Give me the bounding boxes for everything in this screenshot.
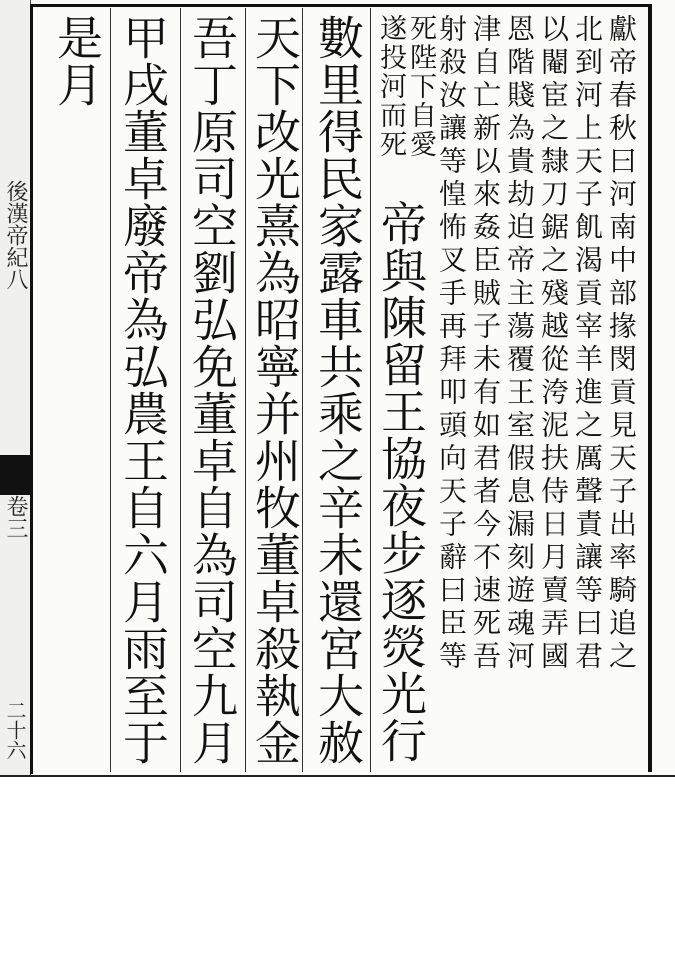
commentary-column-2: 北到河上天子飢渴貢宰羊進之厲聲責讓等曰君: [571, 14, 604, 674]
column-rule: [302, 8, 303, 772]
commentary-column-6: 射殺汝讓等惶怖叉手再拜叩頭向天子辭曰臣等: [435, 14, 468, 674]
commentary-column-7a: 死陛下自愛: [405, 14, 436, 159]
column-rule: [370, 8, 371, 772]
main-text-column-11: 吾丁原司空劉弘免董卓自為司空九月: [185, 14, 239, 766]
main-text-column-10: 天下改光熹為昭寧并州牧董卓殺執金: [248, 14, 302, 766]
frame-right-border: [648, 6, 652, 772]
book-spine-margin: [0, 0, 31, 775]
spine-volume: 卷三: [3, 495, 28, 539]
commentary-column-5: 津自亡新以來姦臣賊子未有如君者今不速死吾: [469, 14, 502, 674]
page-bottom-margin: [0, 775, 675, 825]
main-text-column-12: 甲戌董卓廢帝為弘農王自六月雨至于: [116, 14, 170, 766]
frame-top-border: [30, 4, 652, 7]
column-rule: [245, 8, 246, 772]
spine-title: 後漢帝紀八: [3, 180, 28, 290]
main-text-column-13: 是月: [50, 14, 104, 108]
main-text-column-9: 數里得民家露車共乘之辛未還宮大赦: [311, 14, 365, 766]
commentary-column-4: 恩階賤為貴劫迫帝主蕩覆王室假息漏刻遊魂河: [503, 14, 536, 674]
commentary-column-7b: 遂投河而死: [375, 14, 406, 159]
spine-page-number: 二十六: [3, 700, 27, 760]
commentary-column-3: 以閹宦之隸刀鋸之殘越從洿泥扶侍日月賣弄國: [537, 14, 570, 674]
column-rule: [180, 8, 181, 772]
main-text-column-8: 帝與陳留王協夜步逐熒光行: [374, 200, 428, 764]
column-rule: [110, 8, 111, 772]
commentary-column-1: 獻帝春秋曰河南中部掾閔貢見天子出率騎追之: [605, 14, 638, 674]
ink-blot: [0, 455, 30, 495]
frame-left-border: [30, 4, 33, 774]
